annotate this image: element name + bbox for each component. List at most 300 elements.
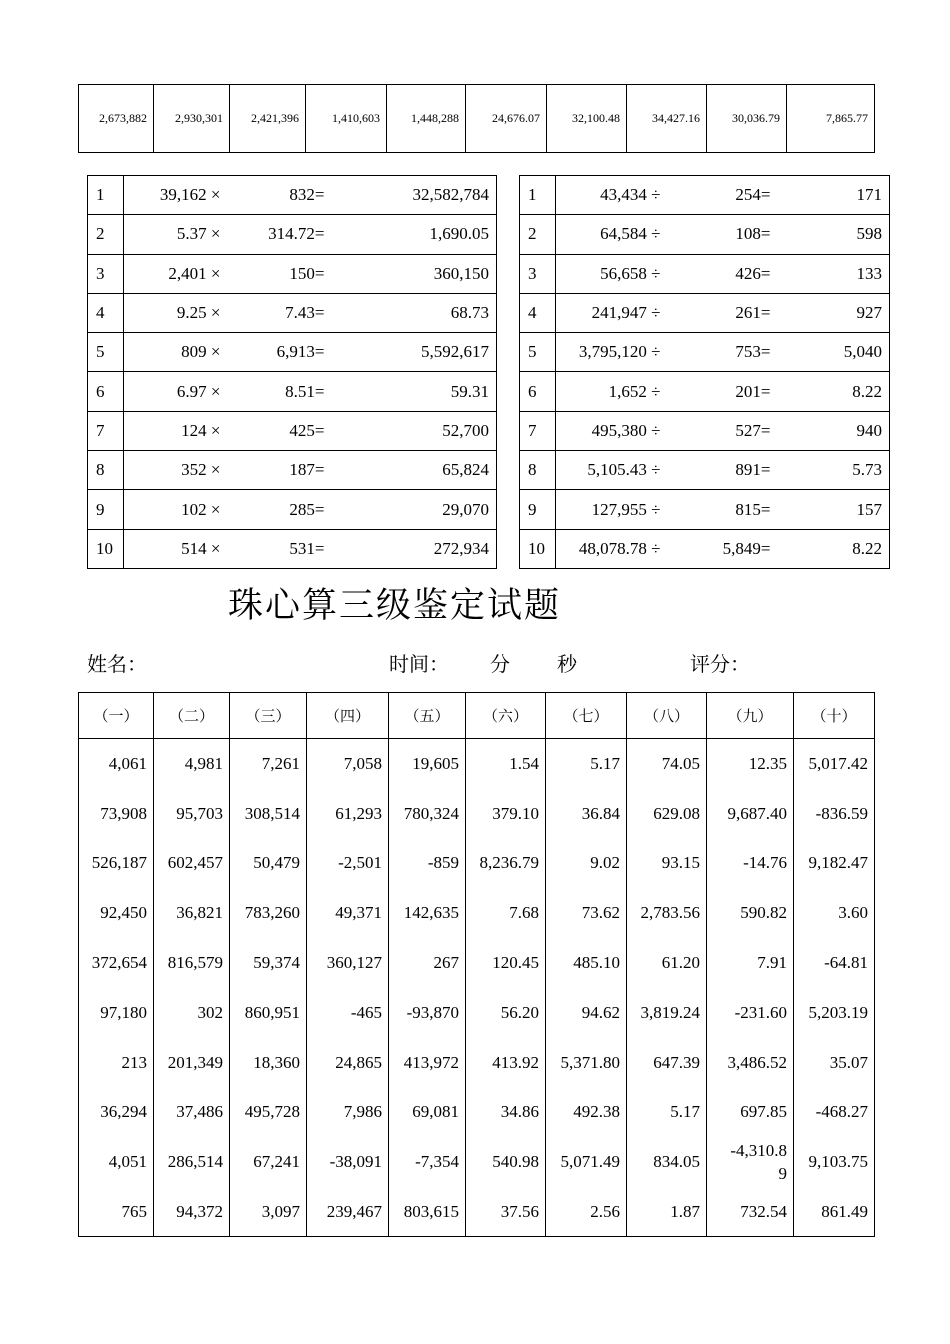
exercise-value: 37,486	[176, 1102, 223, 1122]
exercise-value: 92,450	[100, 903, 147, 923]
exercise-row	[79, 1037, 875, 1087]
top-total-cell: 32,100.48	[547, 85, 627, 153]
multiplication-operand-cell: 352 ×	[124, 451, 228, 490]
exercise-cell	[794, 1187, 875, 1237]
exercise-cell	[707, 1187, 794, 1237]
exercise-value: 94.62	[581, 1002, 620, 1022]
multiplication-number-cell: 9	[88, 490, 124, 529]
exercise-cell	[707, 838, 794, 888]
exercise-cell	[707, 938, 794, 988]
exercise-cell	[466, 938, 546, 988]
multiplication-operand2-cell: 187=	[228, 451, 332, 490]
multiplication-number-cell: 10	[88, 529, 124, 568]
column-header: （四）	[307, 693, 389, 739]
division-row	[520, 293, 890, 332]
exercise-value: 4,061	[108, 754, 147, 774]
multiplication-result-cell: 65,824	[332, 451, 497, 490]
division-operand-cell: 43,434 ÷	[556, 176, 668, 215]
multiplication-operand-cell: 6.97 ×	[124, 372, 228, 411]
multiplication-operand2-cell: 832=	[228, 176, 332, 215]
multiplication-row	[88, 372, 497, 411]
multiplication-operand2-cell: 531=	[228, 529, 332, 568]
exercise-value: 732.54	[740, 1201, 787, 1221]
division-result-cell: 5,040	[778, 333, 890, 372]
multiplication-row	[88, 293, 497, 332]
division-result-cell: 927	[778, 293, 890, 332]
exercise-value: 7,986	[343, 1102, 382, 1122]
exercise-value: -468.27	[815, 1102, 868, 1122]
exercise-cell	[794, 938, 875, 988]
exercise-value: 8,236.79	[479, 853, 539, 873]
exercise-cell	[389, 1137, 466, 1187]
exercise-value: -465	[350, 1002, 382, 1022]
exercise-cell	[230, 888, 307, 938]
exercise-cell	[546, 1087, 627, 1137]
exercise-value: 5,071.49	[560, 1152, 620, 1172]
page-title: 珠心算三级鉴定试题	[228, 586, 562, 626]
top-total-cell: 34,427.16	[627, 85, 707, 153]
top-total-cell: 1,410,603	[306, 85, 387, 153]
exercise-cell	[546, 1037, 627, 1087]
division-operand-cell: 48,078.78 ÷	[556, 529, 668, 568]
exercise-cell	[466, 1137, 546, 1187]
division-result-cell: 8.22	[778, 529, 890, 568]
exercise-cell	[79, 838, 154, 888]
division-number-cell: 6	[520, 372, 556, 411]
exercise-value: 267	[433, 953, 459, 973]
name-label: 姓名：	[87, 652, 147, 676]
exercise-value: 59,374	[253, 953, 300, 973]
exercise-value: 2.56	[590, 1201, 620, 1221]
exercise-value: 5,203.19	[808, 1002, 868, 1022]
exercise-value: 36,294	[100, 1102, 147, 1122]
exercise-value: 61.20	[661, 953, 700, 973]
multiplication-result-cell: 59.31	[332, 372, 497, 411]
exercise-cell	[707, 739, 794, 789]
exercise-value: -93,870	[406, 1002, 459, 1022]
exercise-cell	[466, 838, 546, 888]
division-row	[520, 490, 890, 529]
multiplication-rows	[88, 176, 497, 569]
exercise-cell	[466, 788, 546, 838]
exercise-cell	[707, 788, 794, 838]
exercise-table	[78, 692, 875, 1237]
column-header: （三）	[230, 693, 307, 739]
exercise-value: 413.92	[492, 1052, 539, 1072]
exercise-value: 49,371	[335, 903, 382, 923]
exercise-cell	[546, 788, 627, 838]
exercise-cell	[307, 1087, 389, 1137]
exercise-cell	[389, 739, 466, 789]
multiplication-operand-cell: 5.37 ×	[124, 215, 228, 254]
exercise-value: -7,354	[415, 1152, 459, 1172]
multiplication-result-cell: 272,934	[332, 529, 497, 568]
multiplication-row	[88, 451, 497, 490]
multiplication-row	[88, 215, 497, 254]
exercise-cell	[546, 739, 627, 789]
exercise-value: 379.10	[492, 803, 539, 823]
exercise-value: 19,605	[412, 754, 459, 774]
division-row	[520, 215, 890, 254]
exercise-value: 93.15	[661, 853, 700, 873]
exercise-cell	[154, 938, 230, 988]
division-result-cell: 171	[778, 176, 890, 215]
exercise-cell	[466, 1087, 546, 1137]
exercise-cell	[389, 938, 466, 988]
exercise-value: 816,579	[167, 953, 223, 973]
division-number-cell: 7	[520, 411, 556, 450]
exercise-value: -231.60	[734, 1002, 787, 1022]
exercise-table-header	[79, 693, 875, 739]
division-operand-cell: 56,658 ÷	[556, 254, 668, 293]
exercise-cell	[466, 987, 546, 1037]
exercise-cell	[794, 788, 875, 838]
division-row	[520, 333, 890, 372]
column-header: （五）	[389, 693, 466, 739]
exercise-value: 602,457	[167, 853, 223, 873]
multiplication-result-cell: 29,070	[332, 490, 497, 529]
exercise-cell	[230, 1187, 307, 1237]
exercise-value: 2,783.56	[640, 903, 700, 923]
exercise-value: 834.05	[653, 1152, 700, 1172]
exercise-cell	[307, 938, 389, 988]
multiplication-operand-cell: 2,401 ×	[124, 254, 228, 293]
exercise-cell	[627, 788, 707, 838]
division-operand-cell: 495,380 ÷	[556, 411, 668, 450]
exercise-value: 36,821	[176, 903, 223, 923]
division-number-cell: 1	[520, 176, 556, 215]
exercise-value: 3,097	[261, 1201, 300, 1221]
exercise-value: 73.62	[581, 903, 620, 923]
exercise-cell	[627, 1187, 707, 1237]
exercise-value: 9,687.40	[727, 803, 787, 823]
second-label: 秒	[557, 652, 577, 676]
multiplication-operand2-cell: 6,913=	[228, 333, 332, 372]
exercise-cell	[627, 739, 707, 789]
column-header: （九）	[707, 693, 794, 739]
exercise-value: 372,654	[91, 953, 147, 973]
exercise-cell	[627, 1037, 707, 1087]
multiplication-operand-cell: 102 ×	[124, 490, 228, 529]
exercise-row	[79, 888, 875, 938]
exercise-cell	[546, 1137, 627, 1187]
exercise-cell	[707, 1087, 794, 1137]
exercise-cell	[389, 788, 466, 838]
division-row	[520, 411, 890, 450]
multiplication-table	[87, 175, 497, 569]
exercise-cell	[307, 888, 389, 938]
division-number-cell: 5	[520, 333, 556, 372]
exercise-cell	[389, 987, 466, 1037]
division-result-cell: 157	[778, 490, 890, 529]
exercise-cell	[389, 1037, 466, 1087]
exercise-value: 61,293	[335, 803, 382, 823]
exercise-value: 120.45	[492, 953, 539, 973]
exercise-value: 36.84	[581, 803, 620, 823]
division-operand2-cell: 5,849=	[668, 529, 778, 568]
exercise-cell	[79, 1137, 154, 1187]
division-number-cell: 4	[520, 293, 556, 332]
exercise-cell	[546, 838, 627, 888]
exercise-value: 5,371.80	[560, 1052, 620, 1072]
division-row	[520, 529, 890, 568]
exercise-value: 302	[197, 1002, 223, 1022]
multiplication-result-cell: 52,700	[332, 411, 497, 450]
multiplication-operand2-cell: 285=	[228, 490, 332, 529]
division-row	[520, 254, 890, 293]
exercise-value: 7,058	[343, 754, 382, 774]
division-rows	[520, 176, 890, 569]
division-number-cell: 10	[520, 529, 556, 568]
division-operand-cell: 64,584 ÷	[556, 215, 668, 254]
exercise-cell	[307, 788, 389, 838]
exercise-value: 3,486.52	[727, 1052, 787, 1072]
exercise-cell	[707, 987, 794, 1037]
exercise-row	[79, 1087, 875, 1137]
exercise-cell	[154, 888, 230, 938]
exercise-cell	[154, 1087, 230, 1137]
exercise-value: 495,728	[244, 1102, 300, 1122]
exercise-value: 7.68	[509, 903, 539, 923]
division-operand-cell: 3,795,120 ÷	[556, 333, 668, 372]
exercise-value: 308,514	[244, 803, 300, 823]
exercise-value: 765	[121, 1201, 147, 1221]
exercise-value: 35.07	[829, 1052, 868, 1072]
exercise-cell	[230, 938, 307, 988]
exercise-cell	[466, 739, 546, 789]
exercise-cell	[389, 888, 466, 938]
division-operand2-cell: 891=	[668, 451, 778, 490]
multiplication-operand2-cell: 150=	[228, 254, 332, 293]
division-operand2-cell: 527=	[668, 411, 778, 450]
exercise-value: -836.59	[815, 803, 868, 823]
exercise-value: 142,635	[403, 903, 459, 923]
time-label: 时间：	[389, 652, 449, 676]
division-row	[520, 176, 890, 215]
exercise-value: 12.35	[748, 754, 787, 774]
exercise-cell	[466, 1187, 546, 1237]
exercise-value: 34.86	[500, 1102, 539, 1122]
exercise-value: 5,017.42	[808, 754, 868, 774]
exercise-value: 860,951	[244, 1002, 300, 1022]
multiplication-number-cell: 5	[88, 333, 124, 372]
multiplication-number-cell: 6	[88, 372, 124, 411]
exercise-cell	[389, 838, 466, 888]
exercise-value: 3,819.24	[640, 1002, 700, 1022]
exercise-value: 94,372	[176, 1201, 223, 1221]
exercise-cell	[154, 788, 230, 838]
division-operand2-cell: 815=	[668, 490, 778, 529]
division-operand2-cell: 426=	[668, 254, 778, 293]
exercise-cell	[627, 1137, 707, 1187]
exercise-row	[79, 1137, 875, 1187]
exercise-row	[79, 938, 875, 988]
exercise-value: 213	[121, 1052, 147, 1072]
multiplication-number-cell: 7	[88, 411, 124, 450]
exercise-value: 286,514	[167, 1152, 223, 1172]
exercise-cell	[307, 838, 389, 888]
exercise-cell	[154, 1037, 230, 1087]
division-operand2-cell: 201=	[668, 372, 778, 411]
exercise-value: 4,051	[108, 1152, 147, 1172]
exercise-cell	[79, 1087, 154, 1137]
exercise-cell	[794, 739, 875, 789]
exercise-value: 803,615	[403, 1201, 459, 1221]
exercise-cell	[154, 1187, 230, 1237]
division-result-cell: 133	[778, 254, 890, 293]
exercise-value: 201,349	[167, 1052, 223, 1072]
division-number-cell: 3	[520, 254, 556, 293]
multiplication-number-cell: 8	[88, 451, 124, 490]
multiplication-result-cell: 360,150	[332, 254, 497, 293]
exercise-cell	[230, 1137, 307, 1187]
multiplication-operand2-cell: 8.51=	[228, 372, 332, 411]
exercise-value: 239,467	[326, 1201, 382, 1221]
exercise-value: 783,260	[244, 903, 300, 923]
exercise-value: 74.05	[661, 754, 700, 774]
exercise-value: 9,182.47	[808, 853, 868, 873]
exercise-value: 526,187	[91, 853, 147, 873]
exercise-row	[79, 739, 875, 789]
exercise-value: 24,865	[335, 1052, 382, 1072]
division-result-cell: 940	[778, 411, 890, 450]
multiplication-result-cell: 32,582,784	[332, 176, 497, 215]
exercise-cell	[230, 739, 307, 789]
multiplication-operand-cell: 39,162 ×	[124, 176, 228, 215]
exercise-cell	[546, 938, 627, 988]
exercise-value: 697.85	[740, 1102, 787, 1122]
exercise-cell	[230, 1087, 307, 1137]
exercise-cell	[230, 987, 307, 1037]
exercise-value: 97,180	[100, 1002, 147, 1022]
multiplication-row	[88, 176, 497, 215]
exercise-value: 9.02	[590, 853, 620, 873]
exercise-cell	[307, 987, 389, 1037]
division-operand-cell: 5,105.43 ÷	[556, 451, 668, 490]
column-header: （六）	[466, 693, 546, 739]
exercise-cell	[627, 938, 707, 988]
exercise-cell	[79, 938, 154, 988]
exercise-value: 7,261	[261, 754, 300, 774]
division-result-cell: 8.22	[778, 372, 890, 411]
minute-label: 分	[490, 652, 510, 676]
top-total-cell: 2,673,882	[79, 85, 154, 153]
exercise-value: 629.08	[653, 803, 700, 823]
multiplication-result-cell: 5,592,617	[332, 333, 497, 372]
exercise-cell	[466, 1037, 546, 1087]
exercise-cell	[154, 1137, 230, 1187]
exercise-cell	[79, 739, 154, 789]
multiplication-number-cell: 2	[88, 215, 124, 254]
exercise-value: -4,310.89	[730, 1140, 787, 1183]
exercise-value: 9,103.75	[808, 1152, 868, 1172]
exercise-cell	[154, 838, 230, 888]
exercise-value: -64.81	[824, 953, 868, 973]
exercise-table-body	[79, 739, 875, 1237]
exercise-cell	[230, 838, 307, 888]
exercise-cell	[546, 987, 627, 1037]
multiplication-number-cell: 4	[88, 293, 124, 332]
exercise-value: 780,324	[403, 803, 459, 823]
exercise-value: -38,091	[329, 1152, 382, 1172]
top-total-cell: 2,930,301	[154, 85, 230, 153]
division-operand-cell: 241,947 ÷	[556, 293, 668, 332]
exercise-cell	[79, 987, 154, 1037]
exercise-value: 360,127	[326, 953, 382, 973]
multiplication-operand2-cell: 7.43=	[228, 293, 332, 332]
exercise-row	[79, 1187, 875, 1237]
top-total-cell: 1,448,288	[387, 85, 466, 153]
multiplication-row	[88, 529, 497, 568]
exercise-cell	[707, 1037, 794, 1087]
exercise-value: 56.20	[500, 1002, 539, 1022]
exercise-cell	[627, 987, 707, 1037]
column-header: （一）	[79, 693, 154, 739]
exercise-cell	[307, 739, 389, 789]
exercise-value: 69,081	[412, 1102, 459, 1122]
multiplication-operand-cell: 9.25 ×	[124, 293, 228, 332]
exercise-value: -14.76	[743, 853, 787, 873]
multiplication-operand2-cell: 314.72=	[228, 215, 332, 254]
exercise-value: 590.82	[740, 903, 787, 923]
exercise-value: 3.60	[838, 903, 868, 923]
exercise-value: 5.17	[590, 754, 620, 774]
division-result-cell: 598	[778, 215, 890, 254]
exercise-cell	[230, 1037, 307, 1087]
exercise-cell	[307, 1137, 389, 1187]
exercise-value: -2,501	[338, 853, 382, 873]
multiplication-row	[88, 333, 497, 372]
exercise-value: -859	[427, 853, 459, 873]
multiplication-operand-cell: 514 ×	[124, 529, 228, 568]
division-row	[520, 372, 890, 411]
division-result-cell: 5.73	[778, 451, 890, 490]
exercise-cell	[627, 1087, 707, 1137]
top-total-cell: 30,036.79	[707, 85, 787, 153]
exercise-value: 861.49	[821, 1201, 868, 1221]
multiplication-operand-cell: 809 ×	[124, 333, 228, 372]
exercise-value: 413,972	[403, 1052, 459, 1072]
top-totals-row	[79, 85, 875, 153]
exercise-row	[79, 838, 875, 888]
top-totals-row-container	[79, 85, 875, 153]
exercise-cell	[307, 1187, 389, 1237]
column-header: （七）	[546, 693, 627, 739]
exercise-value: 540.98	[492, 1152, 539, 1172]
exercise-cell	[794, 838, 875, 888]
exercise-cell	[794, 1137, 875, 1187]
exercise-cell	[154, 739, 230, 789]
exercise-value: 1.54	[509, 754, 539, 774]
exercise-cell	[546, 1187, 627, 1237]
division-operand2-cell: 254=	[668, 176, 778, 215]
exercise-value: 5.17	[670, 1102, 700, 1122]
multiplication-row	[88, 411, 497, 450]
column-header: （十）	[794, 693, 875, 739]
top-totals-table	[78, 84, 875, 153]
exercise-cell	[79, 888, 154, 938]
column-header: （八）	[627, 693, 707, 739]
multiplication-result-cell: 68.73	[332, 293, 497, 332]
exercise-cell	[794, 888, 875, 938]
exercise-cell	[794, 1037, 875, 1087]
division-row	[520, 451, 890, 490]
exercise-cell	[307, 1037, 389, 1087]
column-header: （二）	[154, 693, 230, 739]
division-number-cell: 9	[520, 490, 556, 529]
division-number-cell: 8	[520, 451, 556, 490]
exercise-value: 67,241	[253, 1152, 300, 1172]
